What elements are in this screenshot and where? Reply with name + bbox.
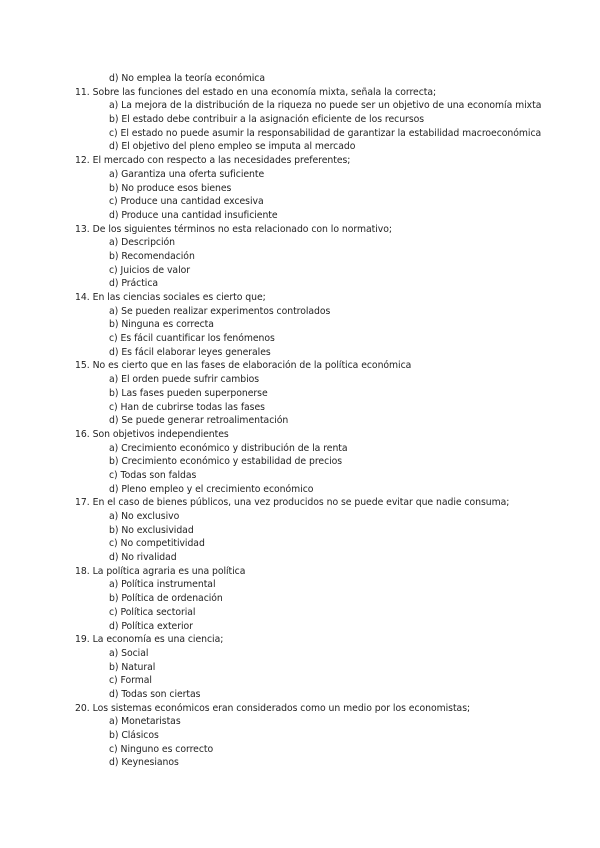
question-text: Los sistemas económicos eran considerados como un medio por los economistas; bbox=[92, 702, 471, 714]
question-19-stem bbox=[0, 633, 600, 647]
question-19-option-b: b) Natural bbox=[109, 661, 156, 673]
question-12-stem bbox=[0, 154, 600, 168]
question-18-option-a: a) Política instrumental bbox=[109, 579, 216, 591]
question-16 bbox=[0, 428, 600, 496]
question-16-option-b: b) Crecimiento económico y estabilidad de precios bbox=[109, 456, 343, 468]
question-18-option-c: c) Política sectorial bbox=[109, 606, 196, 618]
question-20-option-a: a) Monetaristas bbox=[109, 716, 181, 728]
question-14-option-c: c) Es fácil cuantificar los fenómenos bbox=[109, 333, 275, 345]
question-number: 19. bbox=[75, 634, 90, 646]
question-number: 16. bbox=[75, 428, 90, 440]
question-19 bbox=[0, 633, 600, 701]
question-number: 14. bbox=[75, 292, 90, 303]
question-20-stem bbox=[0, 702, 600, 716]
question-17-stem bbox=[0, 496, 600, 510]
question-15-option-d: d) Se puede generar retroalimentación bbox=[109, 415, 289, 427]
question-18-stem bbox=[0, 565, 600, 579]
question-text: De los siguientes términos no esta relacionado con lo normativo; bbox=[92, 223, 392, 235]
document-page bbox=[0, 72, 600, 770]
question-11-stem bbox=[0, 86, 600, 100]
question-number: 18. bbox=[75, 565, 90, 577]
question-18-option-d: d) Política exterior bbox=[109, 620, 193, 632]
question-14-stem bbox=[0, 291, 600, 305]
question-14 bbox=[0, 291, 600, 359]
question-17-option-c: c) No competitividad bbox=[109, 538, 205, 550]
question-12-option-c: c) Produce una cantidad excesiva bbox=[109, 196, 264, 208]
question-19-option-d: d) Todas son ciertas bbox=[109, 688, 201, 700]
question-11-option-d: d) El objetivo del pleno empleo se imputa al mercado bbox=[109, 141, 356, 153]
question-number: 15. bbox=[75, 360, 90, 372]
question-17 bbox=[0, 496, 600, 564]
question-16-option-d: d) Pleno empleo y el crecimiento económico bbox=[109, 483, 314, 495]
question-13-option-c: c) Juicios de valor bbox=[109, 264, 191, 276]
question-text: Son objetivos independientes bbox=[92, 428, 229, 440]
question-17-option-b: b) No exclusividad bbox=[109, 524, 194, 536]
question-11-option-b: b) El estado debe contribuir a la asignación eficiente de los recursos bbox=[109, 114, 425, 126]
question-20-option-d: d) Keynesianos bbox=[109, 757, 179, 769]
question-13-option-a: a) Descripción bbox=[109, 237, 175, 249]
question-number: 20. bbox=[75, 702, 90, 714]
question-number: 11. bbox=[75, 86, 90, 98]
question-text: La política agraria es una política bbox=[92, 565, 246, 577]
question-17-option-d: d) No rivalidad bbox=[109, 552, 177, 564]
question-18-option-b: b) Política de ordenación bbox=[109, 593, 223, 605]
question-text: En el caso de bienes públicos, una vez producidos no se puede evitar que nadie consuma; bbox=[92, 497, 510, 509]
question-16-stem bbox=[0, 428, 600, 442]
question-14-option-b: b) Ninguna es correcta bbox=[109, 319, 214, 331]
question-20-option-c: c) Ninguno es correcto bbox=[109, 743, 214, 755]
question-20 bbox=[0, 702, 600, 770]
question-17-option-a: a) No exclusivo bbox=[109, 511, 180, 522]
question-13 bbox=[0, 223, 600, 291]
question-11 bbox=[0, 86, 600, 154]
question-12 bbox=[0, 154, 600, 222]
question-16-option-c: c) Todas son faldas bbox=[109, 469, 197, 481]
question-number: 17. bbox=[75, 497, 90, 509]
question-15-option-b: b) Las fases pueden superponerse bbox=[109, 387, 268, 399]
question-10-option-d: d) No emplea la teoría económica bbox=[109, 73, 266, 84]
question-text: La economía es una ciencia; bbox=[92, 634, 224, 646]
question-15 bbox=[0, 359, 600, 427]
question-13-option-b: b) Recomendación bbox=[109, 250, 195, 262]
question-14-option-d: d) Es fácil elaborar leyes generales bbox=[109, 346, 271, 358]
question-15-option-a: a) El orden puede sufrir cambios bbox=[109, 374, 260, 386]
question-text: Sobre las funciones del estado en una economía mixta, señala la correcta; bbox=[92, 86, 437, 98]
question-11-option-c: c) El estado no puede asumir la responsabilidad de garantizar la estabilidad macroeconómica bbox=[109, 127, 542, 139]
question-19-option-c: c) Formal bbox=[109, 675, 152, 687]
question-number: 12. bbox=[75, 155, 90, 167]
question-19-option-a: a) Social bbox=[109, 647, 149, 659]
question-number: 13. bbox=[75, 223, 90, 235]
question-12-option-b: b) No produce esos bienes bbox=[109, 182, 232, 194]
question-text: En las ciencias sociales es cierto que; bbox=[92, 292, 266, 303]
question-13-stem bbox=[0, 223, 600, 237]
question-11-option-a: a) La mejora de la distribución de la riqueza no puede ser un objetivo de una economía mixta bbox=[109, 100, 542, 112]
question-14-option-a: a) Se pueden realizar experimentos controlados bbox=[109, 305, 331, 317]
question-15-option-c: c) Han de cubrirse todas las fases bbox=[109, 401, 265, 413]
question-text: No es cierto que en las fases de elaboración de la política económica bbox=[92, 360, 412, 372]
question-text: El mercado con respecto a las necesidades preferentes; bbox=[92, 155, 351, 167]
question-15-stem bbox=[0, 359, 600, 373]
question-18 bbox=[0, 565, 600, 633]
question-12-option-d: d) Produce una cantidad insuficiente bbox=[109, 209, 278, 221]
question-16-option-a: a) Crecimiento económico y distribución de la renta bbox=[109, 442, 348, 454]
question-13-option-d: d) Práctica bbox=[109, 278, 159, 290]
question-12-option-a: a) Garantiza una oferta suficiente bbox=[109, 168, 265, 180]
question-20-option-b: b) Clásicos bbox=[109, 730, 159, 741]
